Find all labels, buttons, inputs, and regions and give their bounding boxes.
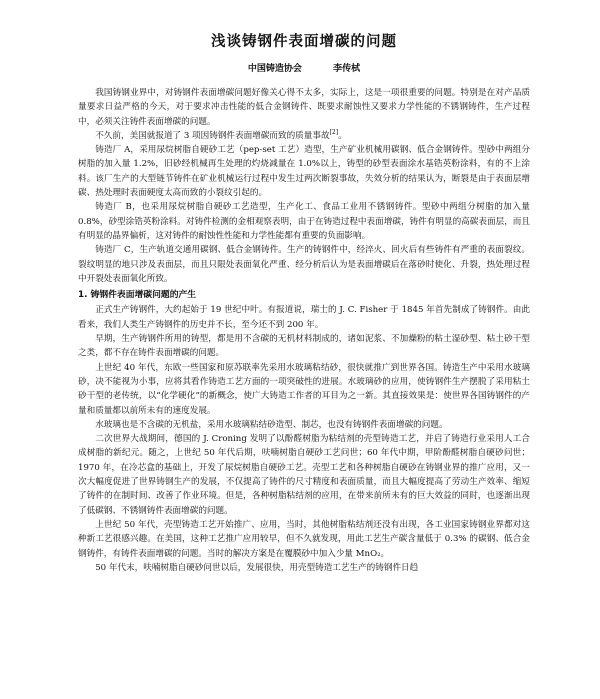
- section1-paragraph-3: 上世纪 40 年代，东欧一些国家和原苏联率先采用水玻璃粘结砂，很快就推广到世界各国。铸造生产中采用水玻璃砂，决不能视为小事，应将其看作铸造工艺方面的一项突破性的进展。水玻璃砂的应用，使铸钢件生产摆脱了采用粘土砂干型的老传统，以“化学硬化”的新概念，使广大铸造工作者的耳目为之一新。其直接效果是：使世界各国铸钢件的产量和质量都以前所未有的速度发展。: [78, 362, 530, 416]
- author-name: 李传栻: [333, 64, 361, 74]
- section-heading: 1. 铸钢件表面增碳问题的产生: [78, 290, 197, 301]
- section1-paragraph-1: 正式生产铸钢件，大约起始于 19 世纪中叶。有报道说，瑞士的 J. C. Fisher 于 1845 年首先制成了铸钢件。由此看来，我们人类生产铸钢件的历史并不长，至今还不到 200 年。: [78, 305, 530, 330]
- section1-paragraph-2: 早期，生产铸钢件所用的铸型，都是用不含碳的无机材料制成的，诸如泥浆、不加燥粉的粘土湿砂型、粘土砂干型之类，都不存在铸件表面增碳的问题。: [78, 334, 530, 359]
- intro-paragraph-2-text: 不久前，美国就报道了 3 项因铸钢件表面增碳而致的质量事故: [95, 130, 330, 141]
- citation-ref: [2]: [329, 129, 339, 137]
- section1-paragraph-5: 二次世界大战期间，德国的 J. Croning 发明了以酚醛树脂为粘结剂的壳型铸造工艺，并启了铸造行业采用人工合成树脂的新纪元。随之，上世纪 50 年代后期，呋喃树脂自硬砂工艺问世；60 年代中期，甲阶酚醛树脂自硬砂问世；1970 年，在冷芯盒的基础上，开发了尿烷树脂自硬砂工艺。壳型工艺和各种树脂自硬砂在铸钢业界的推广应用，又一次大幅度促进了世界铸钢生产的发展，不仅提高了铸件的尺寸精度和表面质量，而且大幅度提高了劳动生产效率、缩短了铸件的在制时间、改善了作业环境。但是，各种树脂粘结剂的应用，在带来前所未有的巨大效益的同时，也逐渐出现了低碳钢、不锈钢铸件表面增碳的问题。: [78, 434, 530, 516]
- section1-paragraph-6: 上世纪 50 年代，壳型铸造工艺开始推广、应用，当时，其他树脂粘结剂还没有出现，各工业国家铸钢业界都对这种新工艺很感兴趣。在美国，这种工艺推广应用较早，但不久就发现，用此工艺生产碳含量低于 0.3% 的碳钢、低合金钢铸件，有铸件表面增碳的问题。当时的解决方案是在覆膜砂中加入少量 MnO₂。: [78, 519, 530, 559]
- intro-paragraph-2: [78, 129, 530, 143]
- intro-paragraph-5: 铸造厂 C，生产轨道交通用碳钢、低合金钢铸件。生产的铸钢件中，经淬火、回火后有些铸件有严重的表面裂纹。裂纹明显的地只涉及表面层，而且只限处表面氧化严重、经分析后认为是表面增碳后在落砂时使化、升裂，热处理过程中开裂处表面氧化所致。: [78, 245, 530, 284]
- author-organization: 中国铸造协会: [247, 64, 302, 74]
- author-line: [78, 61, 530, 74]
- intro-paragraph-3: 铸造厂 A，采用尿烷树脂自硬砂工艺（pep-set 工艺）造型，生产矿业机械用碳钢、低合金钢铸件。型砂中两组分树脂的加入量 1.2%，旧砂经机械再生处理的灼烧减量在 1.0%以上，铸型的砂型表面涂水基锆英粉涂料，有的不上涂料。该厂生产的大型链节铸件在矿业机械运行过程中发生过两次断裂事故，失效分析的结果认为，断裂是由于表面层增碳、热处理时表面硬度太高而致的小裂纹引起的。: [78, 145, 530, 199]
- intro-paragraph-2-suffix: 。: [338, 130, 347, 141]
- intro-paragraph-4: 铸造厂 B，也采用尿烷树脂自硬砂工艺造型，生产化工、食品工业用不锈钢铸件。型砂中两组分树脂的加入量 0.8%，砂型涂锆英粉涂料。对铸件检测的金相观察表明，由于在铸造过程中表面增碳，铸件有明显的高碳表面层，而且有明显的晶界偏析，这对铸件的耐蚀性性能和力学性能都有重要的负面影响。: [78, 202, 530, 241]
- paper-title: 浅谈铸钢件表面增碳的问题: [211, 34, 397, 50]
- paper-page: [78, 30, 530, 575]
- section1-paragraph-7: 50 年代末，呋喃树脂自硬砂问世以后，发展很快，用壳型铸造工艺生产的铸钢件日趋: [95, 562, 419, 573]
- section1-paragraph-4: 水玻璃也是不含碳的无机盐，采用水玻璃粘结砂造型、制芯，也没有铸钢件表面增碳的问题。: [95, 419, 448, 430]
- intro-paragraph-1: 我国铸钢业界中，对铸钢件表面增碳问题好像关心得不太多，实际上，这是一项很重要的问题。特别是在对产品质量要求日益严格的今天，对于要求冲击性能的低合金钢铸件、既要求耐蚀性又要求力学性能的不锈钢铸件，生产过程中，必须关注铸件表面增碳的问题。: [78, 88, 530, 127]
